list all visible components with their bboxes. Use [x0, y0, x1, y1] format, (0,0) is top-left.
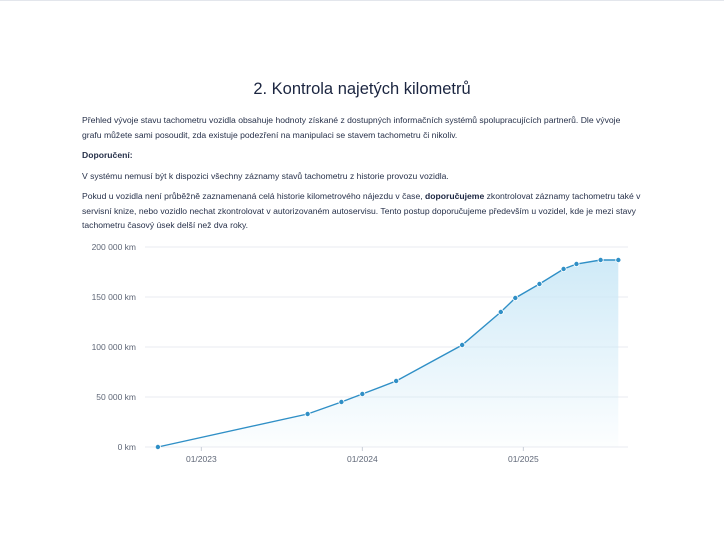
data-point[interactable]: [574, 261, 579, 266]
data-point[interactable]: [513, 295, 518, 300]
note-paragraph: V systému nemusí být k dispozici všechny záznamy stavů tachometru z historie provozu vozidla.: [82, 171, 449, 181]
data-point[interactable]: [460, 342, 465, 347]
advice-emphasis: doporučujeme: [425, 191, 485, 201]
data-point[interactable]: [498, 309, 503, 314]
data-point[interactable]: [155, 444, 160, 449]
data-point[interactable]: [360, 391, 365, 396]
recommendation-heading: Doporučení:: [82, 150, 133, 160]
y-tick-label: 100 000 km: [91, 342, 136, 352]
x-tick-label: 01/2023: [185, 454, 217, 464]
y-tick-label: 50 000 km: [96, 392, 136, 402]
advice-text-start: Pokud u vozidla není průběžně zaznamenaná celá historie kilometrového nájezdu v čase,: [82, 191, 426, 201]
data-point[interactable]: [305, 411, 310, 416]
advice-text-end: zkontrolovat záznamy tachometru také v servisní knize, nebo vozidlo nechat zkontrolovat v autorizovaném autoservisu. Tento postup doporučujeme především u vozidel, kde je mezi stavy tachometru časový úsek delší než dva roky.: [82, 191, 641, 230]
data-point[interactable]: [561, 266, 566, 271]
data-point[interactable]: [394, 378, 399, 383]
y-tick-label: 200 000 km: [91, 242, 136, 252]
y-tick-label: 150 000 km: [91, 292, 136, 302]
section-title: 2. Kontrola najetých kilometrů: [253, 80, 471, 98]
data-point[interactable]: [598, 257, 603, 262]
data-point[interactable]: [537, 281, 542, 286]
y-tick-label: 0 km: [117, 442, 136, 452]
data-point[interactable]: [339, 399, 344, 404]
data-point[interactable]: [616, 257, 621, 262]
x-tick-label: 01/2025: [507, 454, 539, 464]
mileage-area: [158, 260, 618, 447]
x-tick-label: 01/2024: [346, 454, 378, 464]
intro-paragraph: Přehled vývoje stavu tachometru vozidla obsahuje hodnoty získané z dostupných informačních systémů spolupracujících partnerů. Dle vývoje grafu můžete sami posoudit, zda existuje podezření na manipulaci se stavem tachometru či nikoliv.: [82, 115, 621, 140]
